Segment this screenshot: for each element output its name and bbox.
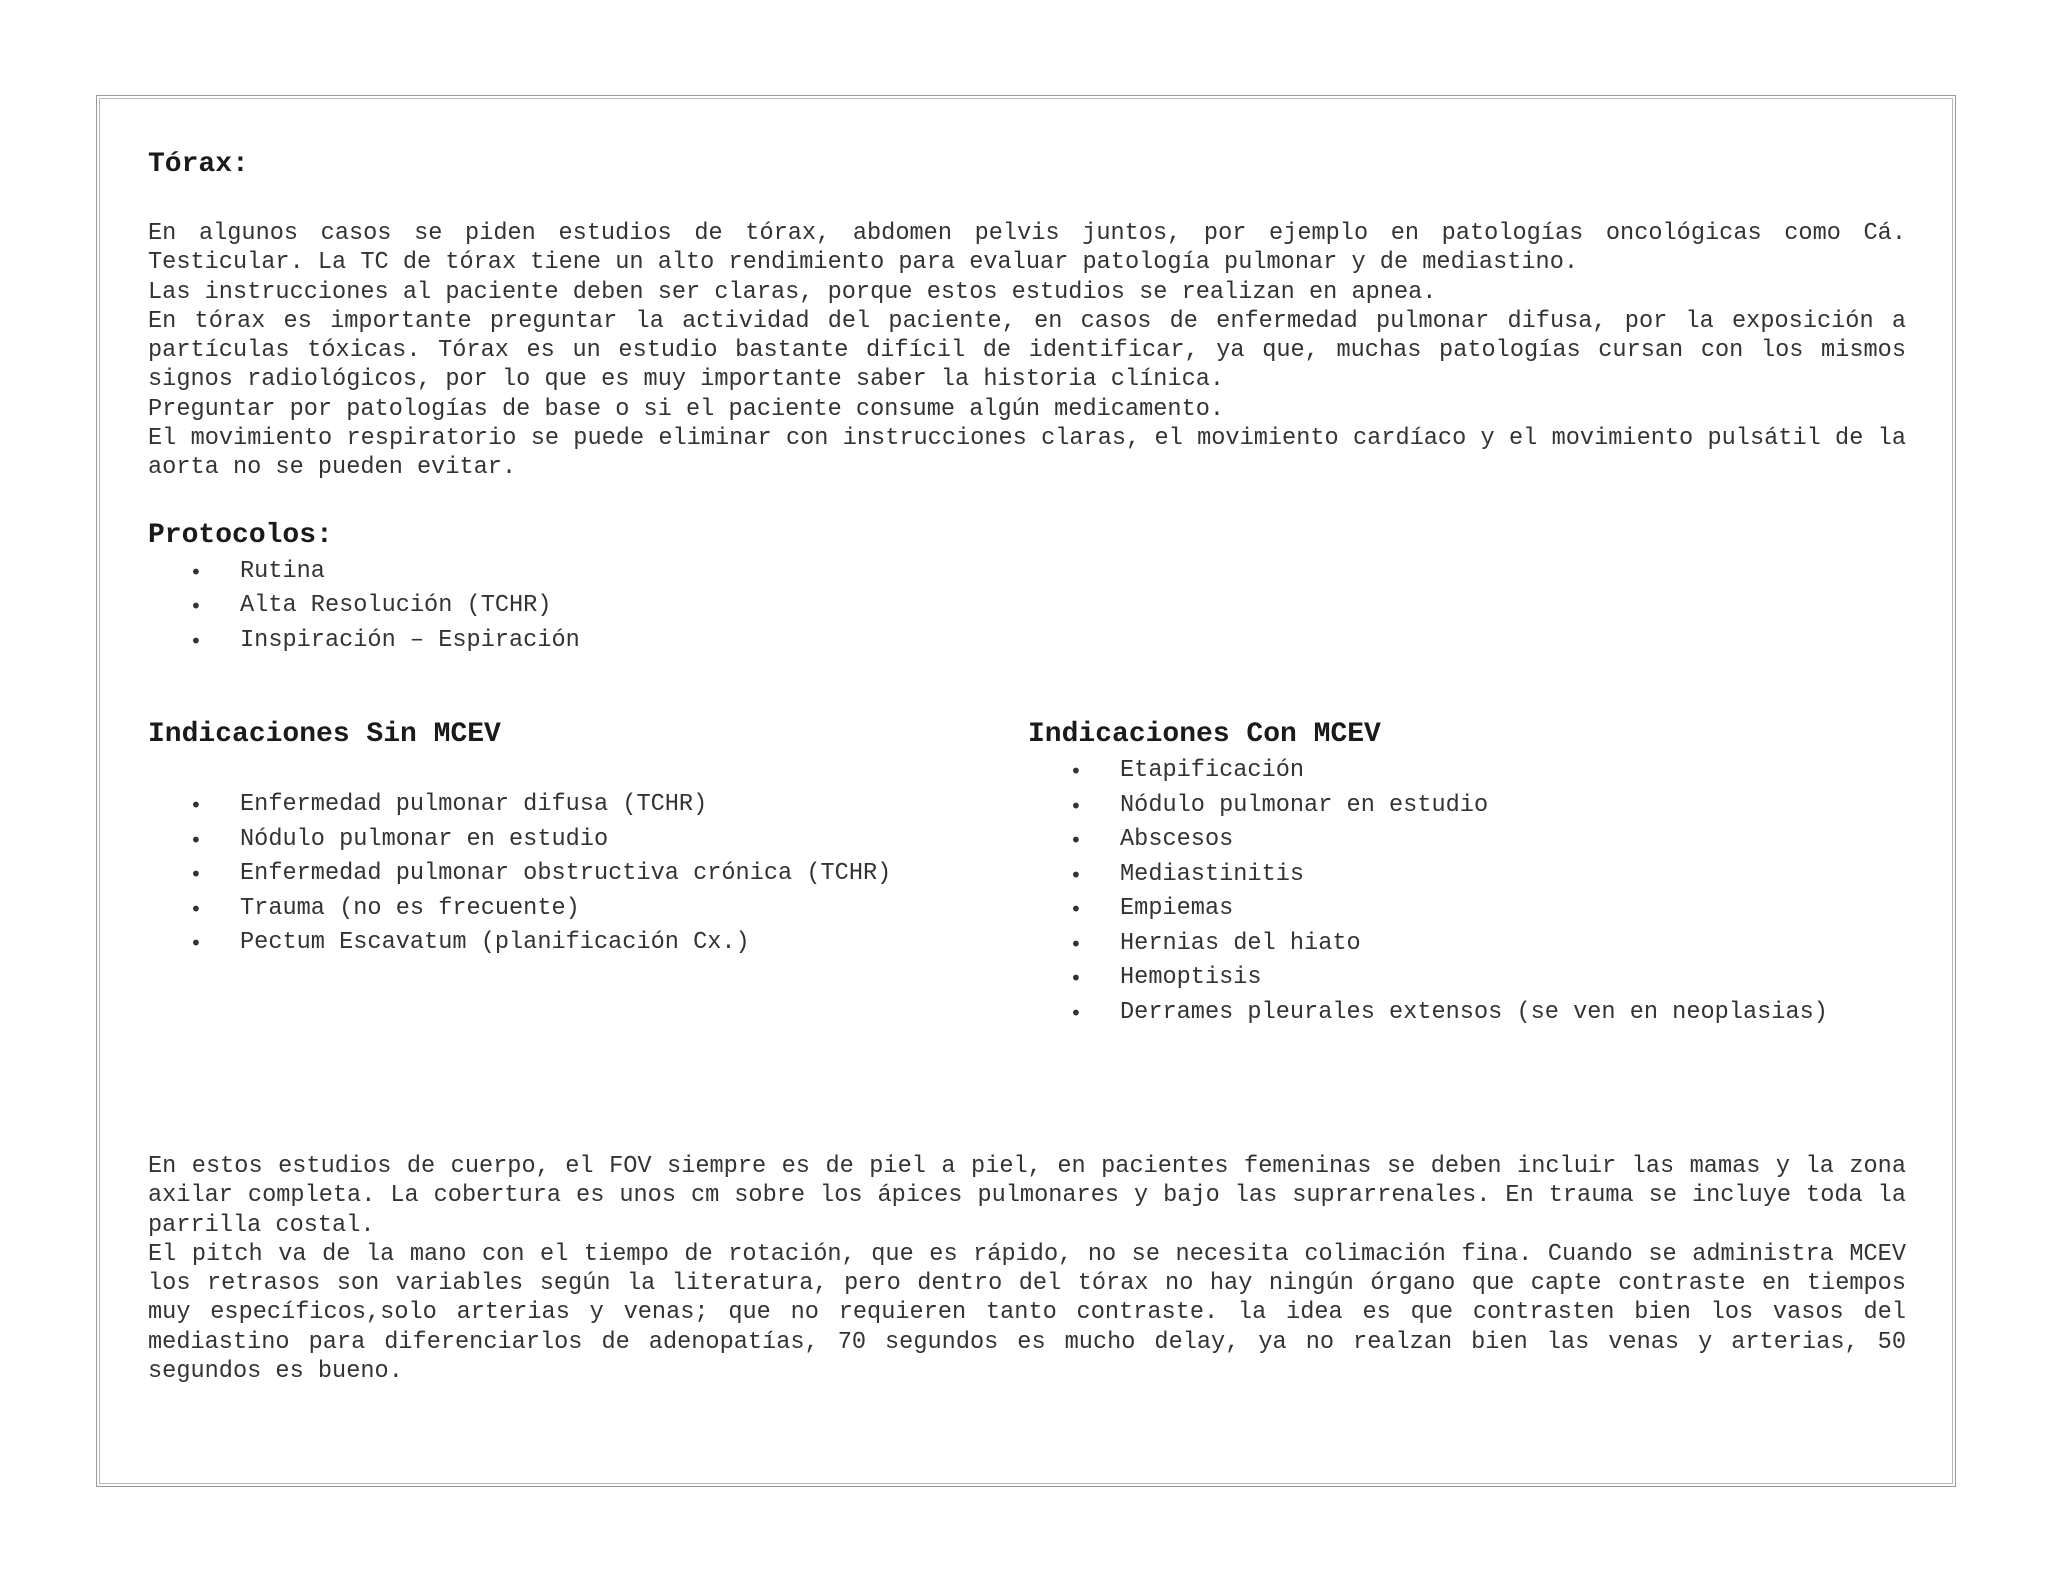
protocols-list: [148, 555, 1906, 659]
list-item: [1070, 754, 1908, 789]
bullet-icon: •: [1070, 862, 1082, 887]
bullet-icon: •: [1070, 966, 1082, 990]
indication-label: Derrames pleurales extensos (se ven en neoplasias): [1120, 998, 1828, 1026]
bullet-icon: •: [190, 628, 202, 653]
protocol-label: Alta Resolución (TCHR): [240, 592, 552, 620]
indication-label: Enfermedad pulmonar difusa (TCHR): [240, 791, 708, 818]
indication-label: Hernias del hiato: [1120, 929, 1361, 957]
list-item: [1070, 927, 1908, 962]
list-item: [190, 926, 1008, 961]
bullet-icon: •: [190, 793, 202, 817]
list-item: [190, 589, 1906, 624]
intro-paragraph: El movimiento respiratorio se puede eliminar con instrucciones claras, el movimiento cardíaco y el movimiento pulsátil de la aorta no se pueden evitar.: [148, 425, 1906, 482]
list-item: [190, 892, 1008, 927]
bullet-icon: •: [190, 594, 202, 619]
indication-label: Nódulo pulmonar en estudio: [1120, 791, 1489, 819]
bullet-icon: •: [190, 931, 202, 955]
intro-paragraph: En algunos casos se piden estudios de tórax, abdomen pelvis juntos, por ejemplo en patologías oncológicas como Cá. Testicular. La TC de tórax tiene un alto rendimiento para evaluar patología pulmonar y de mediastino.: [148, 220, 1906, 277]
list-item: [190, 823, 1008, 858]
indication-label: Trauma (no es frecuente): [240, 894, 580, 922]
intro-paragraphs: [148, 219, 1906, 483]
list-item: [1070, 961, 1908, 996]
list-item: [1070, 789, 1908, 824]
protocols-title: Protocolos:: [148, 519, 333, 551]
closing-paragraph: En estos estudios de cuerpo, el FOV siempre es de piel a piel, en pacientes femeninas se deben incluir las mamas y la zona axilar completa. La cobertura es unos cm sobre los ápices pulmonares y bajo las suprarrenales. En trauma se incluye toda la parrilla costal.: [148, 1153, 1906, 1239]
indication-label: Empiemas: [1120, 895, 1234, 922]
protocol-label: Rutina: [240, 557, 325, 585]
bullet-icon: •: [1070, 1000, 1082, 1025]
section-title: Tórax:: [148, 149, 249, 180]
bullet-icon: •: [1070, 793, 1082, 818]
list-item: [190, 555, 1906, 590]
list-item: [1070, 892, 1908, 927]
bullet-icon: •: [190, 827, 202, 852]
indication-label: Abscesos: [1120, 826, 1234, 853]
indication-label: Mediastinitis: [1120, 860, 1305, 888]
indications-without-column: [148, 716, 1008, 961]
bullet-icon: •: [1070, 759, 1082, 783]
intro-paragraph: Preguntar por patologías de base o si el paciente consume algún medicamento.: [148, 395, 1225, 423]
list-item: [190, 624, 1906, 659]
bullet-icon: •: [1070, 931, 1082, 956]
bullet-icon: •: [190, 559, 202, 584]
indication-label: Enfermedad pulmonar obstructiva crónica (TCHR): [240, 860, 892, 887]
closing-paragraphs: [148, 1152, 1906, 1386]
bullet-icon: •: [1070, 828, 1082, 852]
indications-with-list: [1028, 754, 1908, 1030]
bullet-icon: •: [190, 862, 202, 886]
list-item: [190, 857, 1008, 892]
list-item: [1070, 858, 1908, 893]
intro-paragraph: Las instrucciones al paciente deben ser claras, porque estos estudios se realizan en apnea.: [148, 278, 1437, 306]
indication-label: Nódulo pulmonar en estudio: [240, 825, 609, 853]
indications-with-title: Indicaciones Con MCEV: [1028, 719, 1381, 750]
indications-with-column: [1028, 716, 1908, 1030]
bullet-icon: •: [1070, 897, 1082, 921]
indication-label: Pectum Escavatum (planificación Cx.): [240, 929, 750, 956]
protocol-label: Inspiración – Espiración: [240, 626, 580, 654]
document-content: [148, 146, 1906, 1386]
indications-without-title: Indicaciones Sin MCEV: [148, 719, 501, 750]
bullet-icon: •: [190, 896, 202, 921]
indication-label: Etapificación: [1120, 757, 1305, 784]
list-item: [1070, 823, 1908, 858]
indication-label: Hemoptisis: [1120, 964, 1262, 991]
list-item: [190, 788, 1008, 823]
closing-paragraph: El pitch va de la mano con el tiempo de rotación, que es rápido, no se necesita colimación fina. Cuando se administra MCEV los retrasos son variables según la literatura, pero dentro del tórax no hay ningún órgano que capte contraste en tiempos muy específicos,solo arterias y venas; que no requieren tanto contraste. la idea es que contrasten bien los vasos del mediastino para diferenciarlos de adenopatías, 70 segundos es mucho delay, ya no realzan bien las venas y arterias, 50 segundos es bueno.: [148, 1240, 1906, 1386]
intro-paragraph: En tórax es importante preguntar la actividad del paciente, en casos de enfermedad pulmonar difusa, por la exposición a partículas tóxicas. Tórax es un estudio bastante difícil de identificar, ya que, muchas patologías cursan con los mismos signos radiológicos, por lo que es muy importante saber la historia clínica.: [148, 307, 1906, 394]
indications-without-list: [148, 788, 1008, 961]
list-item: [1070, 996, 1908, 1031]
